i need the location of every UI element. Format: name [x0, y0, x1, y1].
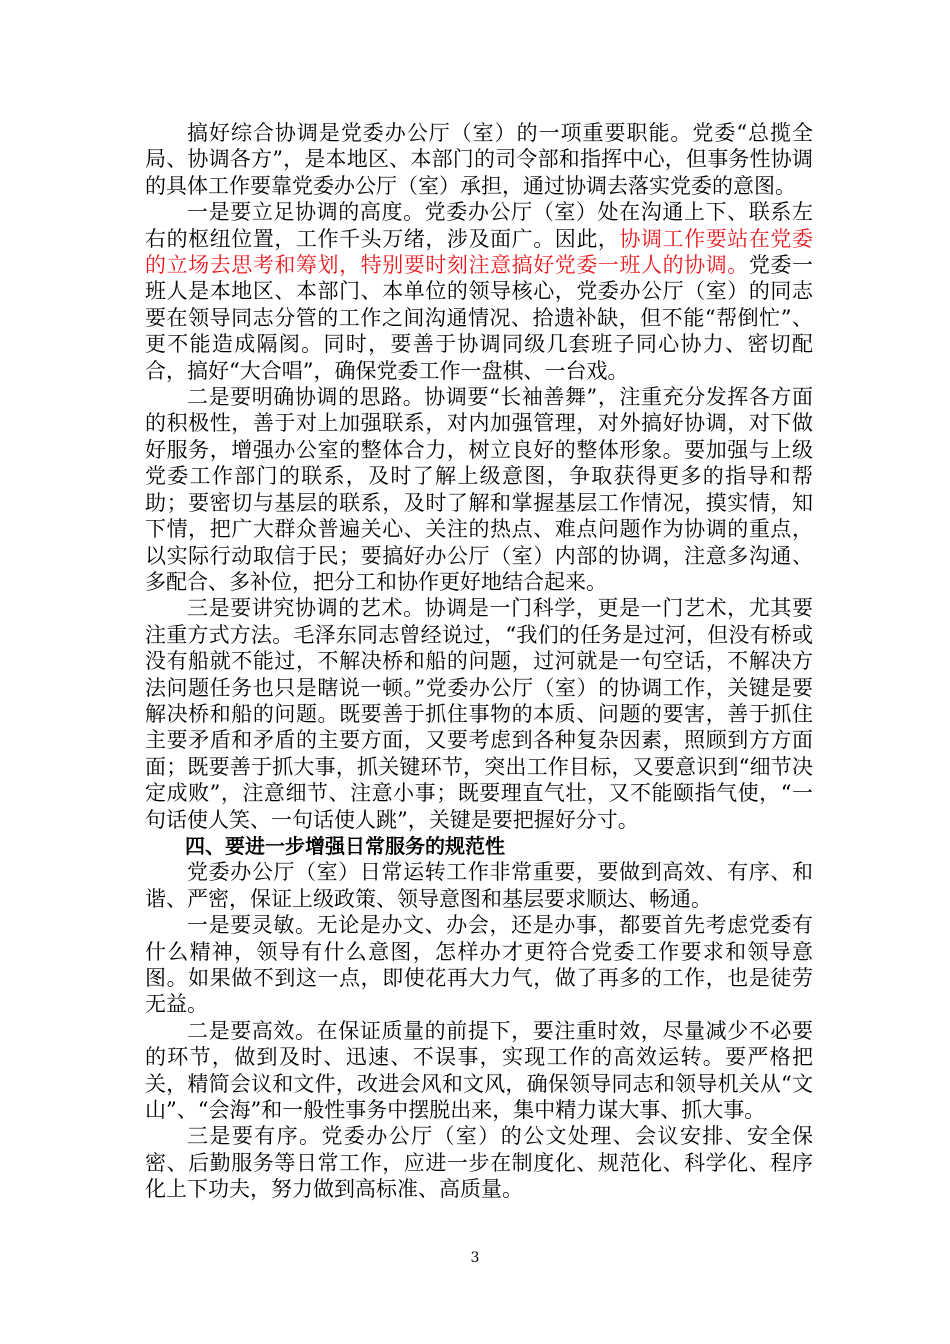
paragraph-coordination-height	[145, 199, 813, 384]
page-number: 3	[470, 1250, 480, 1266]
paragraph-intro: 搞好综合协调是党委办公厅（室）的一项重要职能。党委“总揽全局、协调各方”，是本地区、本部门的司令部和指挥中心，但事务性协调的具体工作要靠党委办公厅（室）承担，通过协调去落实党委的意图。	[145, 121, 813, 198]
paragraph-order: 三是要有序。党委办公厅（室）的公文处理、会议安排、安全保密、后勤服务等日常工作，应进一步在制度化、规范化、科学化、程序化上下功夫，努力做到高标准、高质量。	[145, 1124, 813, 1202]
paragraph-efficiency: 二是要高效。在保证质量的前提下，要注重时效，尽量减少不必要的环节，做到及时、迅速、不误事，实现工作的高效运转。要严格把关，精简会议和文件，改进会风和文风，确保领导同志和领导机关从“文山”、“会海”和一般性事务中摆脱出来，集中精力谋大事、抓大事。	[145, 1018, 813, 1123]
document-body	[145, 120, 813, 1203]
paragraph-text: 党委一班人是本地区、本部门、本单位的领导核心，党委办公厅（室）的同志要在领导同志分管的工作之间沟通情况、拾遗补缺，但不能“帮倒忙”、更不能造成隔阂。同时，要善于协调同级几套班子同心协力、密切配合，搞好“大合唱”，确保党委工作一盘棋、一台戏。	[145, 253, 814, 383]
paragraph-coordination-art: 三是要讲究协调的艺术。协调是一门科学，更是一门艺术，尤其要注重方式方法。毛泽东同志曾经说过，“我们的任务是过河，但没有桥或没有船就不能过，不解决桥和船的问题，过河就是一句空话，不解决方法问题任务也只是瞎说一顿。”党委办公厅（室）的协调工作，关键是要解决桥和船的问题。既要善于抓住事物的本质、问题的要害，善于抓住主要矛盾和矛盾的主要方面，又要考虑到各种复杂因素，照顾到方方面面；既要善于抓大事，抓关键环节，突出工作目标，又要意识到“细节决定成败”，注意细节、注意小事；既要理直气壮，又不能颐指气使，“一句话使人笑、一句话使人跳”，关键是要把握好分寸。	[145, 596, 813, 832]
highlighted-text: 协调工作要站在党委的立场去思考和筹划，特别要时刻注意搞好党委一班人的协调。	[145, 226, 814, 278]
section-heading: 四、要进一步增强日常服务的规范性	[185, 833, 505, 858]
paragraph-sensitivity: 一是要灵敏。无论是办文、办会，还是办事，都要首先考虑党委有什么精神，领导有什么意图，怎样办才更符合党委工作要求和领导意图。如果做不到这一点，即使花再大力气，做了再多的工作，也是徒劳无益。	[145, 913, 813, 1017]
paragraph-text: 一是要立足协调的高度。党委办公厅（室）处在沟通上下、联系左右的枢纽位置，工作千头万绪，涉及面广。因此，	[145, 200, 813, 251]
paragraph-daily-service: 党委办公厅（室）日常运转工作非常重要，要做到高效、有序、和谐、严密，保证上级政策、领导意图和基层要求顺达、畅通。	[145, 860, 813, 911]
paragraph-coordination-approach: 二是要明确协调的思路。协调要“长袖善舞”，注重充分发挥各方面的积极性，善于对上加强联系，对内加强管理，对外搞好协调，对下做好服务，增强办公室的整体合力，树立良好的整体形象。要加强与上级党委工作部门的联系，及时了解上级意图，争取获得更多的指导和帮助；要密切与基层的联系，及时了解和掌握基层工作情况，摸实情，知下情，把广大群众普遍关心、关注的热点、难点问题作为协调的重点，以实际行动取信于民；要搞好办公厅（室）内部的协调，注意多沟通、多配合、多补位，把分工和协作更好地结合起来。	[145, 385, 813, 594]
